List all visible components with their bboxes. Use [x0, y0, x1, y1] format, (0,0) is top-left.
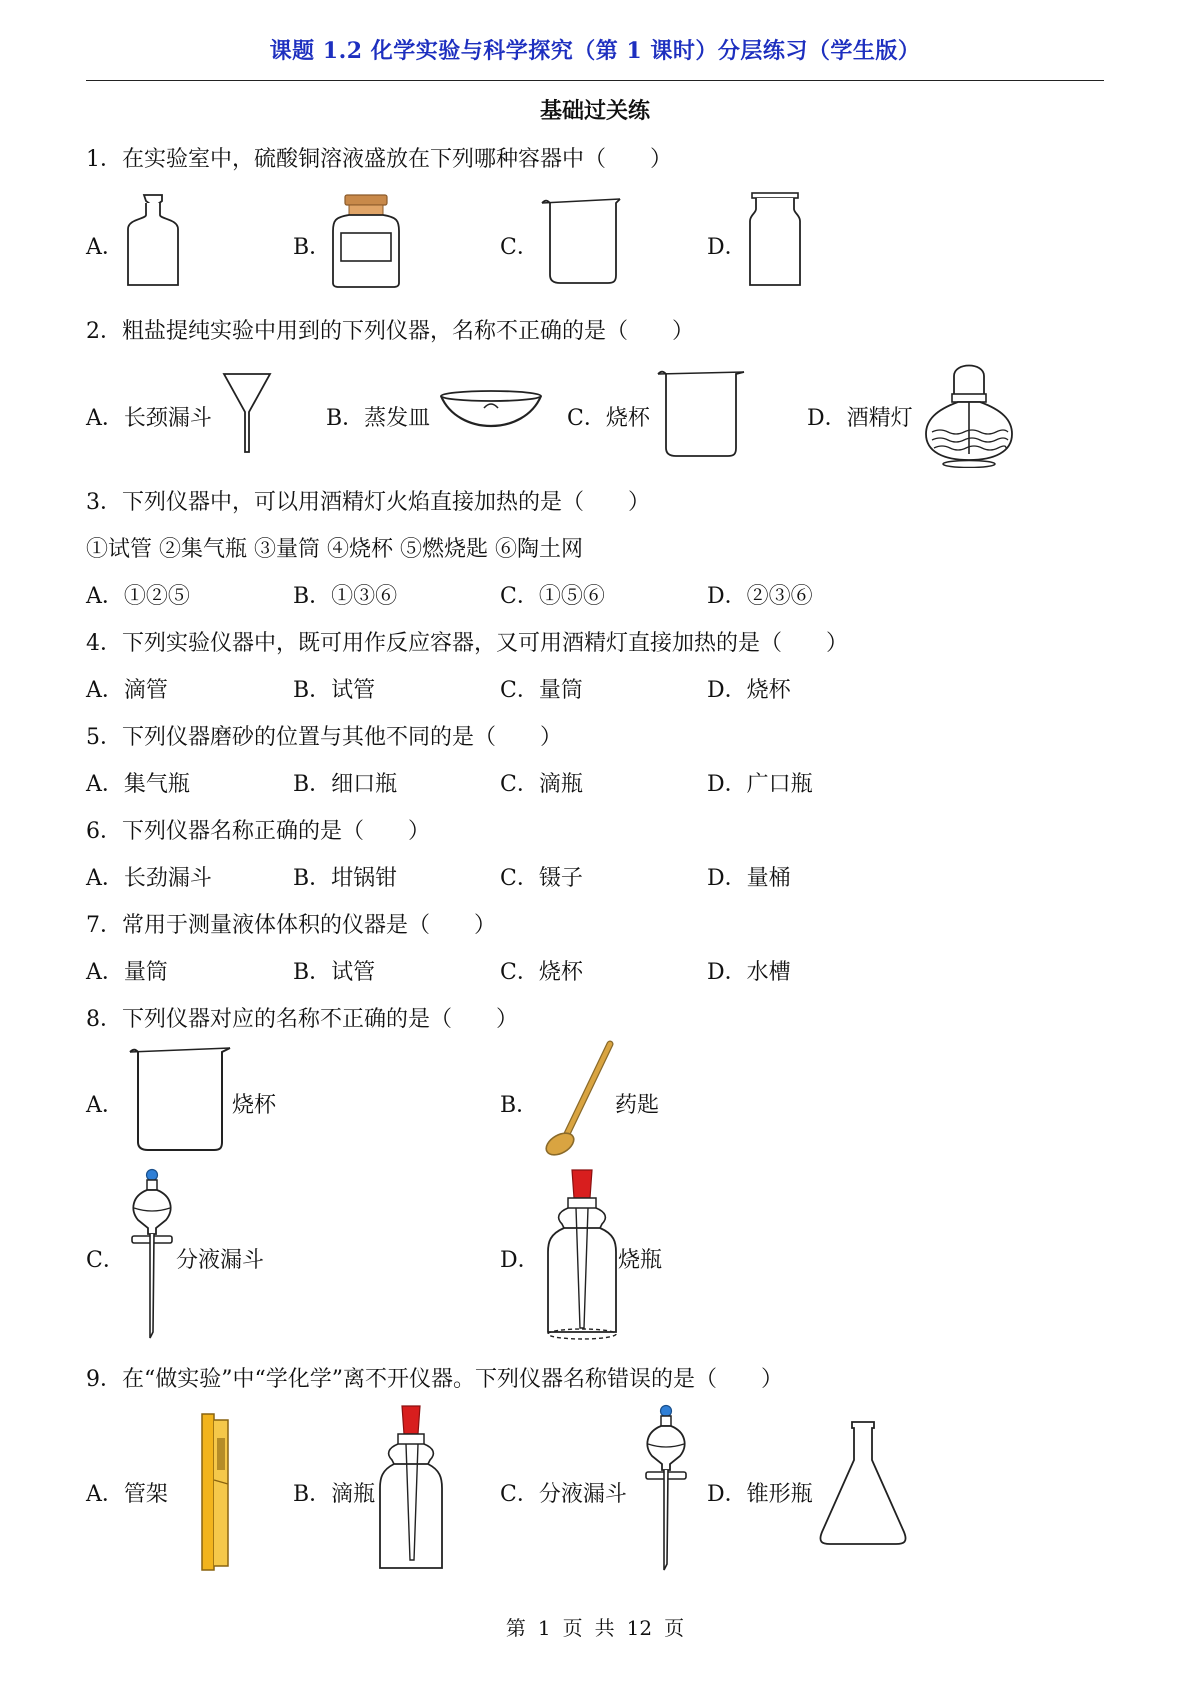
- q8-option-d-text: 烧瓶: [618, 1248, 663, 1273]
- question-5-stem: 5．下列仪器磨砂的位置与其他不同的是（ ）: [86, 725, 563, 750]
- q4-option-a: A．滴管: [86, 678, 168, 703]
- beaker-icon: [540, 197, 622, 285]
- q3-option-d: D．②③⑥: [707, 584, 813, 609]
- footer-word: 共: [594, 1616, 615, 1640]
- question-1-stem: 1．在实验室中，硫酸铜溶液盛放在下列哪种容器中（ ）: [86, 147, 673, 172]
- q3-option-a: A．①②⑤: [86, 584, 190, 609]
- q3-option-c: C．①⑤⑥: [500, 584, 605, 609]
- q7-option-c: C．烧杯: [500, 960, 583, 985]
- q7-option-a: A．量筒: [86, 960, 168, 985]
- q8-option-b-label: B．: [500, 1093, 539, 1118]
- q9-option-c: C．分液漏斗: [500, 1482, 627, 1507]
- q6-option-b: B．坩锅钳: [293, 866, 398, 891]
- question-3-stem: 3．下列仪器中，可以用酒精灯火焰直接加热的是（ ）: [86, 490, 651, 515]
- beaker-icon: [128, 1046, 232, 1154]
- q2-option-d: D．酒精灯: [807, 406, 913, 431]
- q9-option-d: D．锥形瓶: [707, 1482, 813, 1507]
- test-tube-holder-icon: [198, 1410, 232, 1574]
- footer-page-number: 1: [537, 1616, 551, 1640]
- q8-option-c-text: 分液漏斗: [176, 1248, 265, 1273]
- q1-option-b: B．: [293, 235, 332, 260]
- q7-option-d: D．水槽: [707, 960, 791, 985]
- q4-option-b: B．试管: [293, 678, 376, 703]
- separatory-funnel-icon: [640, 1404, 692, 1574]
- q1-option-c: C．: [500, 235, 539, 260]
- q5-option-a: A．集气瓶: [86, 772, 190, 797]
- q5-option-d: D．广口瓶: [707, 772, 813, 797]
- dropper-bottle-icon: [544, 1168, 620, 1344]
- page-header: [86, 0, 1104, 81]
- q6-option-d: D．量桶: [707, 866, 791, 891]
- q6-option-a: A．长劲漏斗: [86, 866, 212, 891]
- question-8-stem: 8．下列仪器对应的名称不正确的是（ ）: [86, 1007, 519, 1032]
- long-neck-funnel-icon: [222, 372, 272, 454]
- beaker-icon: [656, 370, 746, 458]
- q7-option-b: B．试管: [293, 960, 376, 985]
- q8-option-a-text: 烧杯: [232, 1093, 277, 1118]
- question-3-items: ①试管 ②集气瓶 ③量筒 ④烧杯 ⑤燃烧匙 ⑥陶土网: [86, 537, 583, 562]
- page-header-title: 课题 1.2 化学实验与科学探究（第 1 课时）分层练习（学生版）: [269, 38, 921, 64]
- q2-option-a: A．长颈漏斗: [86, 406, 212, 431]
- question-2-stem: 2．粗盐提纯实验中用到的下列仪器，名称不正确的是（ ）: [86, 319, 695, 344]
- q4-option-c: C．量筒: [500, 678, 583, 703]
- q1-option-a: A．: [86, 235, 124, 260]
- question-9-stem: 9．在“做实验”中“学化学”离不开仪器。下列仪器名称错误的是（ ）: [86, 1367, 783, 1392]
- footer-total-pages: 12: [626, 1616, 653, 1640]
- wide-mouth-bottle-icon: [746, 191, 804, 289]
- conical-flask-icon: [818, 1420, 908, 1548]
- footer-word: 页: [562, 1616, 583, 1640]
- q8-option-b-text: 药匙: [615, 1093, 660, 1118]
- q1-option-d: D．: [707, 235, 747, 260]
- question-7-stem: 7．常用于测量液体体积的仪器是（ ）: [86, 913, 497, 938]
- evaporating-dish-icon: [438, 388, 544, 440]
- section-title: 基础过关练: [539, 98, 650, 124]
- dropper-bottle-icon: [378, 1404, 446, 1572]
- alcohol-lamp-icon: [922, 358, 1016, 468]
- separatory-funnel-icon: [126, 1168, 178, 1342]
- q5-option-b: B．细口瓶: [293, 772, 398, 797]
- q2-option-b: B．蒸发皿: [326, 406, 431, 431]
- question-6-stem: 6．下列仪器名称正确的是（ ）: [86, 819, 431, 844]
- q9-option-b: B．滴瓶: [293, 1482, 376, 1507]
- question-4-stem: 4．下列实验仪器中，既可用作反应容器，又可用酒精灯直接加热的是（ ）: [86, 631, 849, 656]
- q2-option-c: C．烧杯: [567, 406, 650, 431]
- q3-option-b: B．①③⑥: [293, 584, 398, 609]
- q8-option-d-label: D．: [500, 1248, 540, 1273]
- narrow-mouth-bottle-icon: [126, 193, 180, 289]
- q9-option-a: A．管架: [86, 1482, 168, 1507]
- q8-option-a-label: A．: [86, 1093, 124, 1118]
- footer-word: 第: [505, 1616, 526, 1640]
- medicine-spoon-icon: [540, 1040, 616, 1158]
- q6-option-c: C．镊子: [500, 866, 583, 891]
- footer-word: 页: [664, 1616, 685, 1640]
- reagent-bottle-with-cork-icon: [331, 193, 401, 289]
- q8-option-c-label: C．: [86, 1248, 125, 1273]
- q4-option-d: D．烧杯: [707, 678, 791, 703]
- q5-option-c: C．滴瓶: [500, 772, 583, 797]
- page-footer: [0, 1612, 1190, 1641]
